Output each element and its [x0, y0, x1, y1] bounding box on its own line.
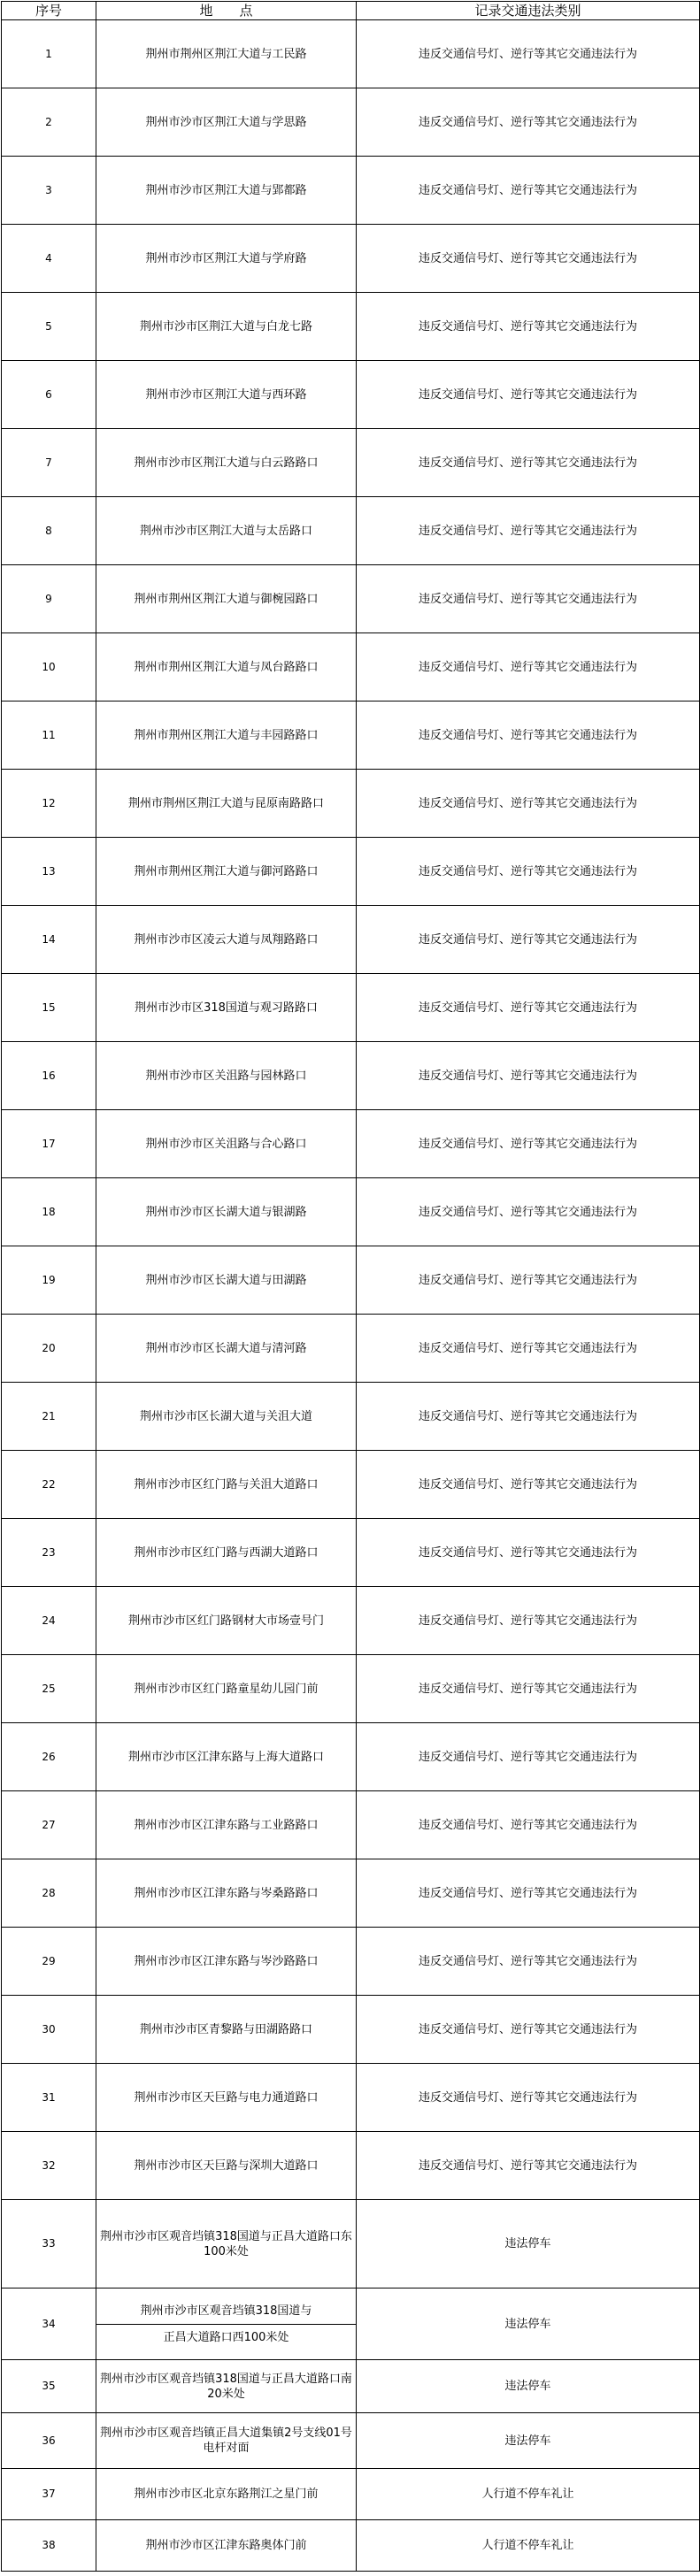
row-category: 违反交通信号灯、逆行等其它交通违法行为 [357, 88, 700, 157]
row-seq: 25 [2, 1655, 96, 1723]
row-category: 违反交通信号灯、逆行等其它交通违法行为 [357, 1723, 700, 1791]
table-row [2, 361, 700, 429]
row-seq: 11 [2, 702, 96, 770]
row-seq: 22 [2, 1451, 96, 1519]
table-row [2, 906, 700, 974]
row-category: 违反交通信号灯、逆行等其它交通违法行为 [357, 429, 700, 497]
header-seq: 序号 [2, 2, 96, 20]
row-category: 违反交通信号灯、逆行等其它交通违法行为 [357, 2132, 700, 2200]
row-location: 荆州市荆州区荆江大道与御椀园路口 [96, 565, 357, 633]
row-category: 违反交通信号灯、逆行等其它交通违法行为 [357, 974, 700, 1042]
row-seq: 7 [2, 429, 96, 497]
row-seq: 35 [2, 2360, 96, 2413]
row-category: 违反交通信号灯、逆行等其它交通违法行为 [357, 702, 700, 770]
row-category: 违反交通信号灯、逆行等其它交通违法行为 [357, 633, 700, 702]
row-location: 荆州市沙市区江津东路与工业路路口 [96, 1791, 357, 1859]
row-location: 荆州市沙市区318国道与观习路路口 [96, 974, 357, 1042]
row-location: 荆州市沙市区红门路与关沮大道路口 [96, 1451, 357, 1519]
row-category: 违反交通信号灯、逆行等其它交通违法行为 [357, 361, 700, 429]
table-row [2, 2064, 700, 2132]
row-seq: 23 [2, 1519, 96, 1587]
row-category: 违反交通信号灯、逆行等其它交通违法行为 [357, 565, 700, 633]
row-seq: 36 [2, 2413, 96, 2469]
table-row [2, 974, 700, 1042]
table-row [2, 1655, 700, 1723]
table-row [2, 293, 700, 361]
row-location: 荆州市沙市区荆江大道与学府路 [96, 225, 357, 293]
row-location: 荆州市沙市区关沮路与园林路口 [96, 1042, 357, 1110]
row-seq: 30 [2, 1996, 96, 2064]
table-row [2, 2469, 700, 2520]
row-category: 违反交通信号灯、逆行等其它交通违法行为 [357, 1587, 700, 1655]
table-row [2, 2360, 700, 2413]
row-category: 违反交通信号灯、逆行等其它交通违法行为 [357, 1655, 700, 1723]
traffic-camera-table [1, 1, 700, 2572]
row-location: 荆州市沙市区荆江大道与太岳路口 [96, 497, 357, 565]
row-seq: 28 [2, 1859, 96, 1928]
row-category: 违反交通信号灯、逆行等其它交通违法行为 [357, 1383, 700, 1451]
row-seq: 2 [2, 88, 96, 157]
row-location: 荆州市荆州区荆江大道与丰园路路口 [96, 702, 357, 770]
table-row [2, 2520, 700, 2572]
row-category: 违反交通信号灯、逆行等其它交通违法行为 [357, 906, 700, 974]
table-row [2, 1859, 700, 1928]
row-seq: 4 [2, 225, 96, 293]
row-category: 违反交通信号灯、逆行等其它交通违法行为 [357, 497, 700, 565]
table-row [2, 1791, 700, 1859]
row-location: 荆州市沙市区江津东路奥体门前 [96, 2520, 357, 2572]
row-seq: 37 [2, 2469, 96, 2520]
row-location-line1: 荆州市沙市区观音垱镇318国道与 [140, 2304, 312, 2318]
table-row [2, 225, 700, 293]
row-location: 荆州市沙市区凌云大道与凤翔路路口 [96, 906, 357, 974]
row-location: 荆州市沙市区江津东路与岑桑路路口 [96, 1859, 357, 1928]
table-row [2, 838, 700, 906]
row-location: 荆州市沙市区观音垱镇318国道与正昌大道路口东100米处 [96, 2200, 357, 2288]
row-location: 荆州市沙市区天巨路与电力通道路口 [96, 2064, 357, 2132]
row-location: 荆州市沙市区青黎路与田湖路路口 [96, 1996, 357, 2064]
table-row [2, 1519, 700, 1587]
row-category: 人行道不停车礼让 [357, 2469, 700, 2520]
row-seq: 33 [2, 2200, 96, 2288]
row-category: 违反交通信号灯、逆行等其它交通违法行为 [357, 1996, 700, 2064]
row-location: 荆州市沙市区观音垱镇318国道与正昌大道路口南20米处 [96, 2360, 357, 2413]
row-category: 违反交通信号灯、逆行等其它交通违法行为 [357, 1315, 700, 1383]
table-row [2, 1383, 700, 1451]
row-location: 荆州市沙市区江津东路与上海大道路口 [96, 1723, 357, 1791]
row-category: 违反交通信号灯、逆行等其它交通违法行为 [357, 1110, 700, 1178]
row-category: 违反交通信号灯、逆行等其它交通违法行为 [357, 1928, 700, 1996]
table-header-row [2, 2, 700, 20]
row-location-line2: 正昌大道路口西100米处 [163, 2330, 289, 2344]
table-row [2, 1928, 700, 1996]
row-seq: 14 [2, 906, 96, 974]
row-category: 违反交通信号灯、逆行等其它交通违法行为 [357, 1791, 700, 1859]
table-row [2, 770, 700, 838]
row-category: 违反交通信号灯、逆行等其它交通违法行为 [357, 1451, 700, 1519]
row-seq: 1 [2, 20, 96, 88]
header-location: 地 点 [96, 2, 357, 20]
row-seq: 34 [2, 2288, 96, 2360]
row-seq: 19 [2, 1246, 96, 1315]
row-seq: 16 [2, 1042, 96, 1110]
table-row [2, 20, 700, 88]
row-category: 违法停车 [357, 2288, 700, 2360]
row-location: 荆州市沙市区长湖大道与清河路 [96, 1315, 357, 1383]
row-seq: 32 [2, 2132, 96, 2200]
row-category: 违法停车 [357, 2200, 700, 2288]
row-seq: 27 [2, 1791, 96, 1859]
table-row [2, 88, 700, 157]
row-location: 荆州市沙市区天巨路与深圳大道路口 [96, 2132, 357, 2200]
row-location: 荆州市荆州区荆江大道与御河路路口 [96, 838, 357, 906]
table-row [2, 702, 700, 770]
row-category: 违法停车 [357, 2360, 700, 2413]
row-location [96, 2288, 357, 2360]
table-row [2, 1042, 700, 1110]
table-body [2, 20, 700, 2572]
row-location: 荆州市沙市区观音垱镇正昌大道集镇2号支线01号电杆对面 [96, 2413, 357, 2469]
table-row [2, 157, 700, 225]
row-location: 荆州市沙市区长湖大道与银湖路 [96, 1178, 357, 1246]
table-row [2, 565, 700, 633]
row-category: 违反交通信号灯、逆行等其它交通违法行为 [357, 1519, 700, 1587]
table-row [2, 1723, 700, 1791]
row-category: 违反交通信号灯、逆行等其它交通违法行为 [357, 225, 700, 293]
table-row [2, 1587, 700, 1655]
row-seq: 24 [2, 1587, 96, 1655]
row-seq: 26 [2, 1723, 96, 1791]
row-seq: 20 [2, 1315, 96, 1383]
row-seq: 12 [2, 770, 96, 838]
row-seq: 10 [2, 633, 96, 702]
table-row [2, 1451, 700, 1519]
table-row [2, 2200, 700, 2288]
table-row [2, 633, 700, 702]
table-row [2, 1246, 700, 1315]
row-category: 违反交通信号灯、逆行等其它交通违法行为 [357, 20, 700, 88]
table-row [2, 429, 700, 497]
row-category: 违反交通信号灯、逆行等其它交通违法行为 [357, 1178, 700, 1246]
row-seq: 15 [2, 974, 96, 1042]
row-location: 荆州市沙市区荆江大道与白云路路口 [96, 429, 357, 497]
row-category: 违反交通信号灯、逆行等其它交通违法行为 [357, 2064, 700, 2132]
row-location: 荆州市荆州区荆江大道与凤台路路口 [96, 633, 357, 702]
row-location: 荆州市沙市区红门路童星幼儿园门前 [96, 1655, 357, 1723]
table-row [2, 497, 700, 565]
table-row [2, 2288, 700, 2360]
table-row [2, 1996, 700, 2064]
row-location: 荆州市沙市区荆江大道与学思路 [96, 88, 357, 157]
row-seq: 21 [2, 1383, 96, 1451]
table-row [2, 1315, 700, 1383]
header-category: 记录交通违法类别 [357, 2, 700, 20]
row-category: 违反交通信号灯、逆行等其它交通违法行为 [357, 293, 700, 361]
row-location: 荆州市沙市区红门路钢材大市场壹号门 [96, 1587, 357, 1655]
row-location: 荆州市沙市区红门路与西湖大道路口 [96, 1519, 357, 1587]
row-seq: 6 [2, 361, 96, 429]
row-category: 违反交通信号灯、逆行等其它交通违法行为 [357, 157, 700, 225]
row-category: 违反交通信号灯、逆行等其它交通违法行为 [357, 1042, 700, 1110]
row-location: 荆州市沙市区关沮路与合心路口 [96, 1110, 357, 1178]
row-seq: 13 [2, 838, 96, 906]
row-seq: 31 [2, 2064, 96, 2132]
row-seq: 38 [2, 2520, 96, 2572]
row-location: 荆州市荆州区荆江大道与工民路 [96, 20, 357, 88]
row-location: 荆州市沙市区江津东路与岑沙路路口 [96, 1928, 357, 1996]
row-location: 荆州市沙市区荆江大道与白龙七路 [96, 293, 357, 361]
cell-divider [96, 2324, 356, 2325]
row-location: 荆州市沙市区荆江大道与郢都路 [96, 157, 357, 225]
row-seq: 9 [2, 565, 96, 633]
row-seq: 29 [2, 1928, 96, 1996]
row-seq: 18 [2, 1178, 96, 1246]
table-row [2, 1110, 700, 1178]
row-category: 违反交通信号灯、逆行等其它交通违法行为 [357, 770, 700, 838]
row-location: 荆州市沙市区荆江大道与西环路 [96, 361, 357, 429]
row-seq: 17 [2, 1110, 96, 1178]
row-category: 违反交通信号灯、逆行等其它交通违法行为 [357, 1246, 700, 1315]
row-category: 人行道不停车礼让 [357, 2520, 700, 2572]
row-category: 违反交通信号灯、逆行等其它交通违法行为 [357, 838, 700, 906]
row-seq: 8 [2, 497, 96, 565]
row-category: 违反交通信号灯、逆行等其它交通违法行为 [357, 1859, 700, 1928]
row-location: 荆州市荆州区荆江大道与昆原南路路口 [96, 770, 357, 838]
row-seq: 5 [2, 293, 96, 361]
table-row [2, 2132, 700, 2200]
row-location: 荆州市沙市区长湖大道与关沮大道 [96, 1383, 357, 1451]
table-row [2, 2413, 700, 2469]
row-location: 荆州市沙市区长湖大道与田湖路 [96, 1246, 357, 1315]
table-row [2, 1178, 700, 1246]
row-location: 荆州市沙市区北京东路荆江之星门前 [96, 2469, 357, 2520]
row-category: 违法停车 [357, 2413, 700, 2469]
row-seq: 3 [2, 157, 96, 225]
